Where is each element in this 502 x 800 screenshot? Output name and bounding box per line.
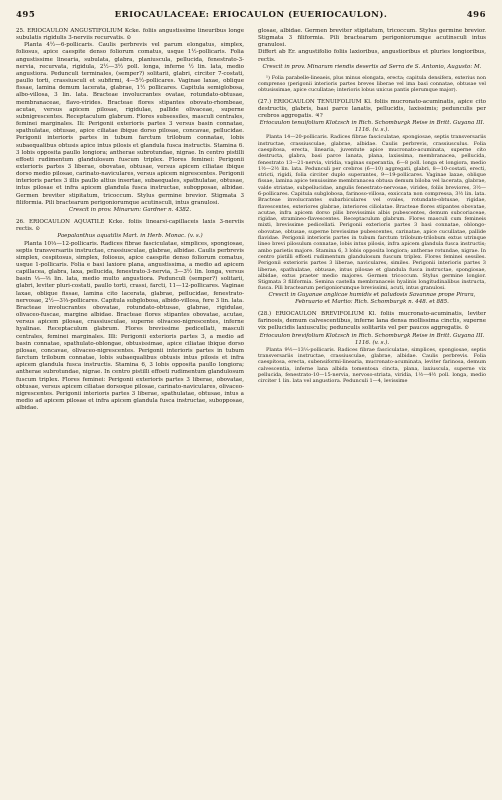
text-paragraph: Crescit in Guyanae anglicae humidis et paludosis Savannae prope Pirara, Februario et Martio: Rich. Schomburgk n. 448. et 885.: [268, 291, 476, 305]
running-title: ERIOCAULACEAE: ERIOCAULON (EUERIOCAULON).: [114, 10, 388, 20]
page-header: [16, 10, 486, 24]
text-paragraph: Crescit in prov. Minarum riendis desertis ad Serra de S. Antonio, Augusto: M.: [262, 63, 482, 70]
text-paragraph: Planta 4½—6-pollicaris. Caulis perbrevis vel parum elongatus, simplex, foliosus, apice caespite denso foliorum comatus, usque 1½-pollicaris. Folia angustissime linearia, subulata, glabra, planiuscula, pellucida, fenestrato-3-nervia, recurvata, rigidula, 2½—3½ poll. longa, inferne ½ lin. lata, medio angustiora. Pedunculi terminales, (semper?) solitarii, glabri, circiter 7-costati, paullo torti, crassiusculi et subfirmi, 4—5½-pollicares. Vaginae laxae, oblique fissae, lamina demum lacerata, glabrae, 1½ pollicares. Capitula semiglobosa, albo-villosa, 3 lin. lata. Bracteae involucrantes ovatae, rotundato-obtusae, membranaceae, flavo-virides. Bracteae flores stipantes obovato-rhombeae, acutae, versus apicem pilosae, rigidulae, pallide olivaceae, superne subnigrescentes. Receptaculum glabrum. Flores subsessiles, masculi centrales, feminei marginales. Ili: Perigonii exterioris partes 3 versus basin connatae, spathulatae, obtusae, apice ciliatae ibique dorso pilosae, concavae, pellucidae. Perigonii interioris partes in tubum farctum trilobum connatae, lobis subaequalibus obtusis apice intus pilosis et glandula fusca instructis. Stamina 6. 3 lobis opposita paullo longiora; antherae subrotundae, nigrae. In centro pistilli effoeti rudimentum glandulosum fuscum triplex. Flores feminei: Perigonii exterioris partes 3 liberae, obovatae, obtusae, versus apicem ciliatae ibique dorso medio pilosae, carinato-naviculares, versus apicem nigrescentes. Perigonii interioris partes 3 illis paullo altius insertae, subaequales, spathulatae, obtusae, intus pilosae et infra apicem glandula fusca instructae, subopposae, albidae. Germen breviter stipitatum, tricoccum. Stylus germine brevior. Stigmata 3 filiformia. Pili bractearum perigoniorumque acutinsculi, intus granulosi.: [16, 42, 244, 206]
book-page: [16, 10, 486, 792]
left-column: [16, 28, 244, 788]
text-paragraph: Eriocaulon tenuifolium Klotzsch in Rich. Schomburgk Reise in Britt. Guyana III. 1116. (v. s.).: [259, 120, 485, 134]
page-number-left: 495: [16, 10, 36, 20]
text-paragraph: ¹) Folia parabelle-lineaeis, plus minus elongata, erecta; capitula densifera, exterius non comprenso (perigonii interioris partes breves liberae vel ima basi connatae, obtusae vel obtusissimae, apice cucullatae; interioris lobus unicus pantis plerumque major).: [258, 74, 486, 94]
text-paragraph: 26. ERIOCAULON AQUATILE Kcke. foliis linearsi-capillaceis laxis 3-nerviis rectis. ⊙: [16, 219, 244, 233]
text-paragraph: (28.) ERIOCAULON BREVIFOLIUM Kl. foliis mucronato-acuminatis, leviter farinosis, demum calvescentibus, inferne lana densa mollissima cinctis, superne vix pellucidis laxiusculis; pedunculis solitariis vel per paucos aggregatis. ⊙: [258, 311, 486, 332]
right-column: [258, 28, 486, 788]
text-paragraph: Paepalanthus aquatilis Mart. in Herb. Monac. (v. s.): [57, 233, 203, 240]
text-paragraph: (27.) ERIOCAULON TENUIFOLIUM Kl. foliis mucronato-acuminatis, apice cito destructis, glabris, basi parce lanatis, pellucidis, laxissimis; pedunculis per crebros aggregatis. ♃?: [258, 98, 486, 119]
text-paragraph: Crescit in prov. Minarum: Gardner n. 4382.: [68, 206, 192, 213]
text-paragraph: Planta 10⅓—12-pollicaris. Radices fibrae fasciculatae, simplices, spongiosae, septis transversariis instructae, crassiusculae, glabrae, albidae. Caulis perbrevis simplex, cespitosus, simplex, foliosus, apice caespite denso foliorum comatus, usque 1-pollicaris. Folia e basi laxiore plana, angustissima, a medio ad apicem capillacea, glabra, laxa, pellucida, fenestrato-3-nervia, 3—3½ lin. longa, versus basin ⅓—⅔ lin. lata, medio multo angustiora. Pedunculi (semper?) solitarii, glabri, leviter pluri-costati, paullo torti, crassi, farcti, 11—12-pollicares. Vaginae laxae, oblique fissae, lamina cito lacerata, glabrae, pellucidae, fenestrato-nervosae, 2½—3⅓-pollicares. Capitula subglobosa, albido-villosa, fere 3 lin. lata. Bracteae involucrantes obovatae, rotundato-obtusae, glabrae, rigidulae, olivaceo-fuscae, margine albidae. Bracteae flores stipantes obovatae, acutae, versus apicem pilosae, crassiusculae, superne olivaceo-nigrescentes, inferne hyalinae. Receptaculum glabrum. Flores brevissime pedicellati, masculi centrales, feminei marginales. Illi: Perigonii exterioris partes 3, a medio ad basin connatae, spathulato-oblongae, obtusissimae, apice ciliatae ibique dorso pilosae, concavae, olivaceo-nigrescentes. Perigonii interioris partes in tubum farctum trilobum connatae, lobis subaequalibus obtusis intus pilosis et infra apicem glandula fusca instructis. Stamina 6, 3 lobis opposita paullo longiora; antherae subrotundae, nigrae. In centro pistilli effoeti rudimentum glandulosum fuscum triplex. Flores feminei: Perigonii exterioris partes 3 liberae, obovatae, obtusae, versus apicem ciliatae dorsoque pilosae, carinato-naviculares, olivaceo-nigrescentes. Perigonii interioris partes 3 liberae, spathulatae, obtusae, intus a medio ad apicem pilosae et infra apicem glandula fusca instructae, subopposae, albidae.: [16, 240, 244, 412]
text-paragraph: Differt ab Er. angustifolio foliis laxioribus, angustioribus et pluries longioribus, rectis.: [258, 49, 486, 63]
text-paragraph: Planta 9½—13⅓-pollicaris. Radices fibrae fasciculatae, simplices, spongiosae, septis transversariis instructae, crassiusculae, glabrae, albidae. Caulis perbrevis. Folia caespitosa, erecta, subensiformi-linearia, mucronato-acuminata, leviter farinosa, demum calvescentia, inferne lana albida tomentosa cincta, plana, laxiuscula, superne vix pellucida, fenestrato-10—15-nervia, nervoso-striata, viridia, 1½—4½ poll. longa, medio circiter 1 lin. lata vel angustiora. Pedunculi 1—4, levissime: [258, 346, 486, 385]
text-paragraph: glosae, albidae. Germen breviter stipitatum, tricoccum. Stylus germine brevior. Stigmata 3 filiformia. Pili bractearum perigoniorumque acutinsculi intus granulosi.: [258, 28, 486, 49]
text-paragraph: 25. ERIOCAULON ANGUSTIFOLIUM Kcke. foliis angustissime lineuribus longe subulatis rigidulis 3-nerviis recurvatis. ⊙: [16, 28, 244, 42]
page-number-right: 496: [466, 10, 486, 20]
text-paragraph: Eriocaulon brevifolium Klotzsch in Rich. Schomburgk Reise in Britt. Guyana III. 1116. (v. s.).: [259, 332, 485, 346]
text-paragraph: Planta 14—20-pollicaris. Radices fibrae fasciculatae, spongiosae, septis transversariis instructae, crassiusculae, glabrae, albidae. Caulis perbrevis, crassiusculus. Folia caespitosa, erecta, linearia, juventute apice mucronato-acuminata, superne cito destructa, glabra, basi parce lanata, plana, laxissima, membranacea, pellucida, fenestrato 13—21-nervia, viridia, vaginas superantia, 6—8 poll. longa et longiora, medio 1½—2½ lin. lata. Pedunculi per crebros (6—10) aggregati, glabri, 8—10-costati, erecti, stricti, rigidi, folia circiter duplo superantes, 9—19-pollicares. Vaginae laxae, oblique fissae, lamina apice tenuissime membranacea obtusa demum biloba vel lacerata, glabrae, valde striatae, subpellucidae, angulis fenestrato-nervosae, virides, foliis breviores, 3½—6-pollicares. Capitula subglobosa, farinoso-villosa, exsiccata non compressa, 3½ lin. lata. Bracteae involucrantes subarbiculares vel ovales, rotundato-obtusae, rigidae, flavescentes, exteriores glabrae, interiores ciliolatae. Bracteae flores stipantes obovatae, acutae, infra apicem dorso pilis brevissimis albis pubescentes, demum subcoriaceae, rigidae, stramineo-flavescentes. Receptaculum glabrum. Flores masculi cum femineis mixti, brevissime pedicellati. Perigonii exterioris partes 3 basi connatae, oblongo-obovatae, obtusae, superne brevissime pubescentes, carinatae, apice cucullatae, pallide flavidae. Perigonii interioris partes in tubum farctum trilobum-trilobum extus utrinque lineo brevi pilosulum connatae, lobis intus pilosis, infra apicem glandula fusca instructis; ambo parietis majore. Stamina 6, 3 lobis opposita longiora; antherae rotundae, nigrae. In centro pistilli effoeti rudimentum glandulosum fuscum triplex. Flores feminei sessiles. Perigonii exterioris partes 3 liberae, naviculares, similes. Perigonii interioris partes 3 liberae, spathulatae, obtusae, intus pilosae et glandula fusca instructae, spongiosae, albidae, extus praeter medio majores. Germen tricoccum. Stylus germine longior. Stigmata 3 filiformia. Semina castella membranaceis hyalinis longitudinalibus instructa, fusca. Pili bractearum perigoniorumque brevissimi, acuti, intus granulosi.: [258, 134, 486, 292]
